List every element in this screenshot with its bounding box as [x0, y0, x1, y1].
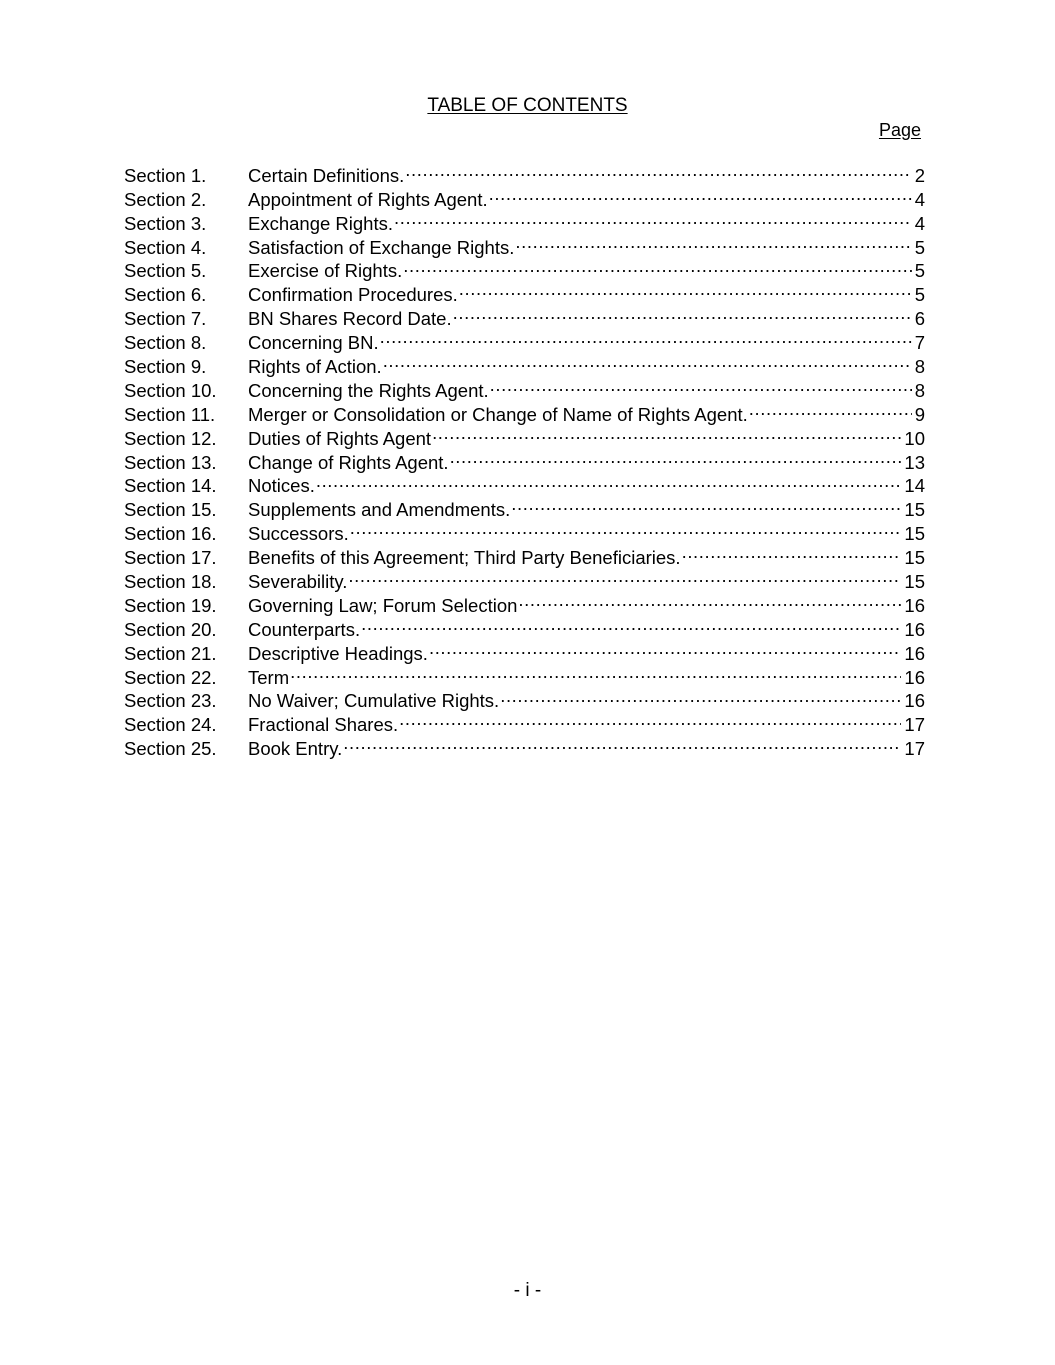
section-title: Governing Law; Forum Selection: [248, 594, 518, 616]
section-number: Section 10.: [124, 379, 217, 401]
section-title: Counterparts.: [248, 618, 361, 640]
dot-leader: [500, 684, 901, 708]
section-page-number: 6: [914, 308, 925, 330]
dot-leader: [682, 540, 902, 564]
dot-leader: [453, 301, 912, 325]
section-title: Rights of Action.: [248, 356, 382, 378]
section-page-number: 8: [914, 356, 925, 378]
section-page-number: 16: [904, 594, 925, 616]
section-number: Section 2.: [124, 188, 207, 210]
dot-leader: [316, 469, 902, 493]
section-title: Certain Definitions.: [248, 164, 405, 186]
dot-leader: [290, 660, 901, 684]
dot-leader: [343, 731, 901, 755]
section-number: Section 19.: [124, 594, 217, 616]
toc-heading: [0, 94, 1055, 118]
section-number: Section 21.: [124, 642, 217, 664]
section-page-number: 15: [904, 571, 925, 593]
section-page-number: 16: [904, 642, 925, 664]
section-title: Concerning BN.: [248, 332, 379, 354]
section-title: No Waiver; Cumulative Rights.: [248, 690, 500, 712]
dot-leader: [515, 230, 911, 254]
section-title: Fractional Shares.: [248, 714, 399, 736]
dot-leader: [489, 182, 912, 206]
dot-leader: [380, 325, 912, 349]
dot-leader: [394, 206, 912, 230]
section-title: Satisfaction of Exchange Rights.: [248, 236, 515, 258]
section-title: Benefits of this Agreement; Third Party Beneficiaries.: [248, 547, 681, 569]
dot-leader: [361, 612, 901, 636]
section-number: Section 14.: [124, 475, 217, 497]
section-number: Section 11.: [124, 403, 216, 425]
section-number: Section 3.: [124, 212, 207, 234]
dot-leader: [749, 397, 912, 421]
section-title: Change of Rights Agent.: [248, 451, 449, 473]
section-title: Notices.: [248, 475, 315, 497]
section-page-number: 8: [914, 379, 925, 401]
dot-leader: [403, 254, 911, 278]
dot-leader: [459, 277, 912, 301]
dot-leader: [450, 445, 902, 469]
section-number: Section 7.: [124, 308, 207, 330]
toc-entry[interactable]: [124, 158, 925, 186]
section-number: Section 16.: [124, 523, 217, 545]
section-page-number: 9: [914, 403, 925, 425]
section-page-number: 5: [914, 260, 925, 282]
section-number: Section 15.: [124, 499, 217, 521]
section-title: Supplements and Amendments.: [248, 499, 511, 521]
page-column-header: Page: [878, 120, 921, 140]
section-page-number: 17: [904, 714, 925, 736]
section-page-number: 16: [904, 618, 925, 640]
section-number: Section 22.: [124, 666, 217, 688]
section-page-number: 5: [914, 236, 925, 258]
dot-leader: [383, 349, 912, 373]
section-title: Concerning the Rights Agent.: [248, 379, 489, 401]
dot-leader: [432, 421, 901, 445]
section-number: Section 5.: [124, 260, 207, 282]
section-title: Term: [248, 666, 290, 688]
table-of-contents: [124, 158, 925, 760]
section-title: Confirmation Procedures.: [248, 284, 458, 306]
section-page-number: 16: [904, 666, 925, 688]
section-page-number: 5: [914, 284, 925, 306]
section-title: Exercise of Rights.: [248, 260, 403, 282]
section-title: BN Shares Record Date.: [248, 308, 452, 330]
section-title: Duties of Rights Agent: [248, 427, 432, 449]
section-page-number: 16: [904, 690, 925, 712]
section-title: Book Entry.: [248, 738, 343, 760]
section-page-number: 2: [914, 164, 925, 186]
section-page-number: 14: [904, 475, 925, 497]
section-number: Section 9.: [124, 356, 207, 378]
section-number: Section 18.: [124, 571, 217, 593]
section-title: Appointment of Rights Agent.: [248, 188, 488, 210]
dot-leader: [348, 564, 901, 588]
section-title: Descriptive Headings.: [248, 642, 428, 664]
section-page-number: 15: [904, 499, 925, 521]
section-title: Merger or Consolidation or Change of Name of Rights Agent.: [248, 403, 748, 425]
section-page-number: 4: [914, 212, 925, 234]
section-number: Section 1.: [124, 164, 207, 186]
section-page-number: 10: [904, 427, 925, 449]
footer-page-number: - i -: [513, 1280, 542, 1301]
dot-leader: [405, 158, 911, 182]
section-page-number: 4: [914, 188, 925, 210]
dot-leader: [490, 373, 912, 397]
section-number: Section 20.: [124, 618, 217, 640]
dot-leader: [429, 636, 901, 660]
section-number: Section 17.: [124, 547, 217, 569]
dot-leader: [511, 492, 901, 516]
dot-leader: [518, 588, 901, 612]
section-title: Successors.: [248, 523, 349, 545]
section-number: Section 25.: [124, 738, 217, 760]
section-number: Section 6.: [124, 284, 207, 306]
section-page-number: 15: [904, 547, 925, 569]
section-page-number: 7: [914, 332, 925, 354]
section-page-number: 13: [904, 451, 925, 473]
dot-leader: [399, 707, 901, 731]
section-number: Section 4.: [124, 236, 207, 258]
section-number: Section 24.: [124, 714, 217, 736]
section-number: Section 12.: [124, 427, 217, 449]
section-number: Section 23.: [124, 690, 217, 712]
dot-leader: [350, 516, 902, 540]
section-page-number: 17: [904, 738, 925, 760]
section-number: Section 8.: [124, 332, 207, 354]
section-title: Exchange Rights.: [248, 212, 394, 234]
section-title: Severability.: [248, 571, 348, 593]
section-page-number: 15: [904, 523, 925, 545]
toc-heading-text: TABLE OF CONTENTS: [427, 95, 628, 116]
section-number: Section 13.: [124, 451, 217, 473]
